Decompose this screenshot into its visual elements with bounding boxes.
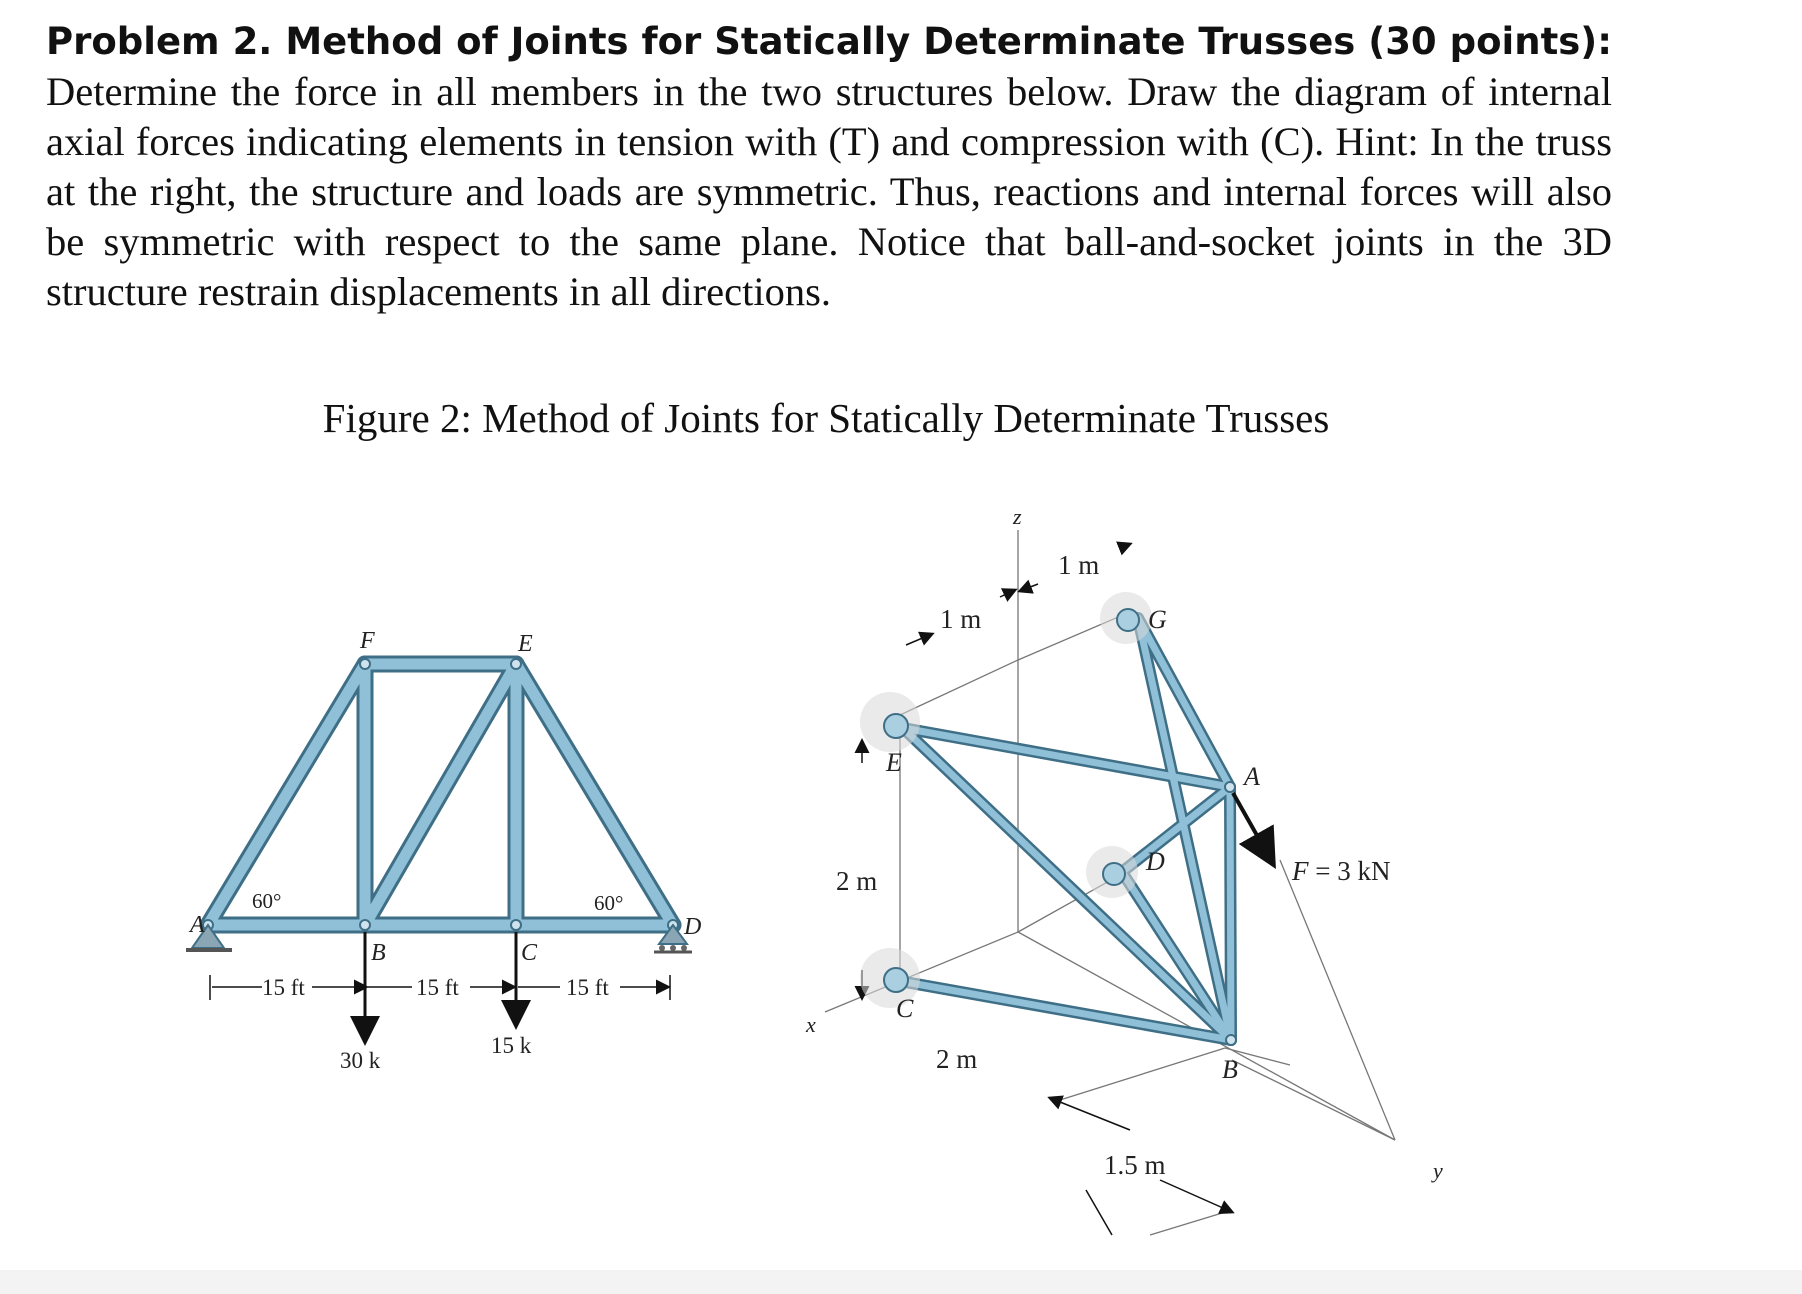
joint-label-F: F xyxy=(360,628,375,654)
dim-label-1m-left: 1 m xyxy=(940,604,982,634)
problem-body: Determine the force in all members in the two structures below. Draw the diagram of internal axial forces indicating elements in tension with (T) and compression with (C). Hint: In the truss at the right, the structure and loads are symmetric. Thus, reactions and internal forces will also be symmetric with respect to the same plane. Notice that ball-and-socket joints in the 3D structure restrain displacements in all directions. xyxy=(46,69,1612,314)
joint-label-E: E xyxy=(518,631,533,657)
span-label-BC: 15 ft xyxy=(416,975,459,1000)
space-dimension-lines xyxy=(862,544,1232,1294)
force-value: = 3 kN xyxy=(1315,856,1391,886)
planar-truss xyxy=(186,628,701,1073)
support-D xyxy=(1086,846,1138,898)
joint-label-C: C xyxy=(521,940,538,966)
support-G xyxy=(1100,592,1152,644)
figure-caption: Figure 2: Method of Joints for Statically Determinate Trusses xyxy=(322,395,1330,441)
joint-label-B-3d: B xyxy=(1222,1055,1238,1084)
dim-label-1m-right: 1 m xyxy=(1058,550,1100,580)
axis-label-y: y xyxy=(1433,1158,1443,1183)
ball-socket-supports xyxy=(860,592,1152,1008)
joint-label-D: D xyxy=(684,914,702,940)
axis-label-z: z xyxy=(1013,504,1022,529)
joint-label-D-3d: D xyxy=(1146,847,1165,876)
dim-label-width: 1.5 m xyxy=(1104,1150,1166,1180)
force-arrow-F xyxy=(1233,793,1272,862)
joint-label-A-3d: A xyxy=(1244,762,1260,791)
span-label-AB: 15 ft xyxy=(262,975,305,1000)
dim-label-depth: 2 m xyxy=(936,1044,978,1074)
joint-label-A: A xyxy=(190,912,205,938)
force-symbol: F xyxy=(1292,856,1309,886)
angle-label-left: 60° xyxy=(252,889,282,913)
axis-label-x: x xyxy=(806,1012,816,1037)
joint-label-E-3d: E xyxy=(886,748,902,777)
load-label-B: 30 k xyxy=(340,1048,381,1073)
joint-label-G-3d: G xyxy=(1148,605,1167,634)
load-label-C: 15 k xyxy=(491,1033,532,1058)
joint-label-C-3d: C xyxy=(896,994,914,1023)
dim-label-height: 2 m xyxy=(836,866,878,896)
joint-label-B: B xyxy=(371,940,386,966)
force-label xyxy=(1291,856,1390,886)
support-E xyxy=(860,692,920,752)
angle-label-right: 60° xyxy=(594,891,624,915)
problem-heading: Problem 2. Method of Joints for Statically Determinate Trusses (30 points): xyxy=(46,20,1612,63)
span-label-CD: 15 ft xyxy=(566,975,609,1000)
page-bottom-strip xyxy=(0,1270,1802,1294)
space-truss xyxy=(805,504,1443,1294)
